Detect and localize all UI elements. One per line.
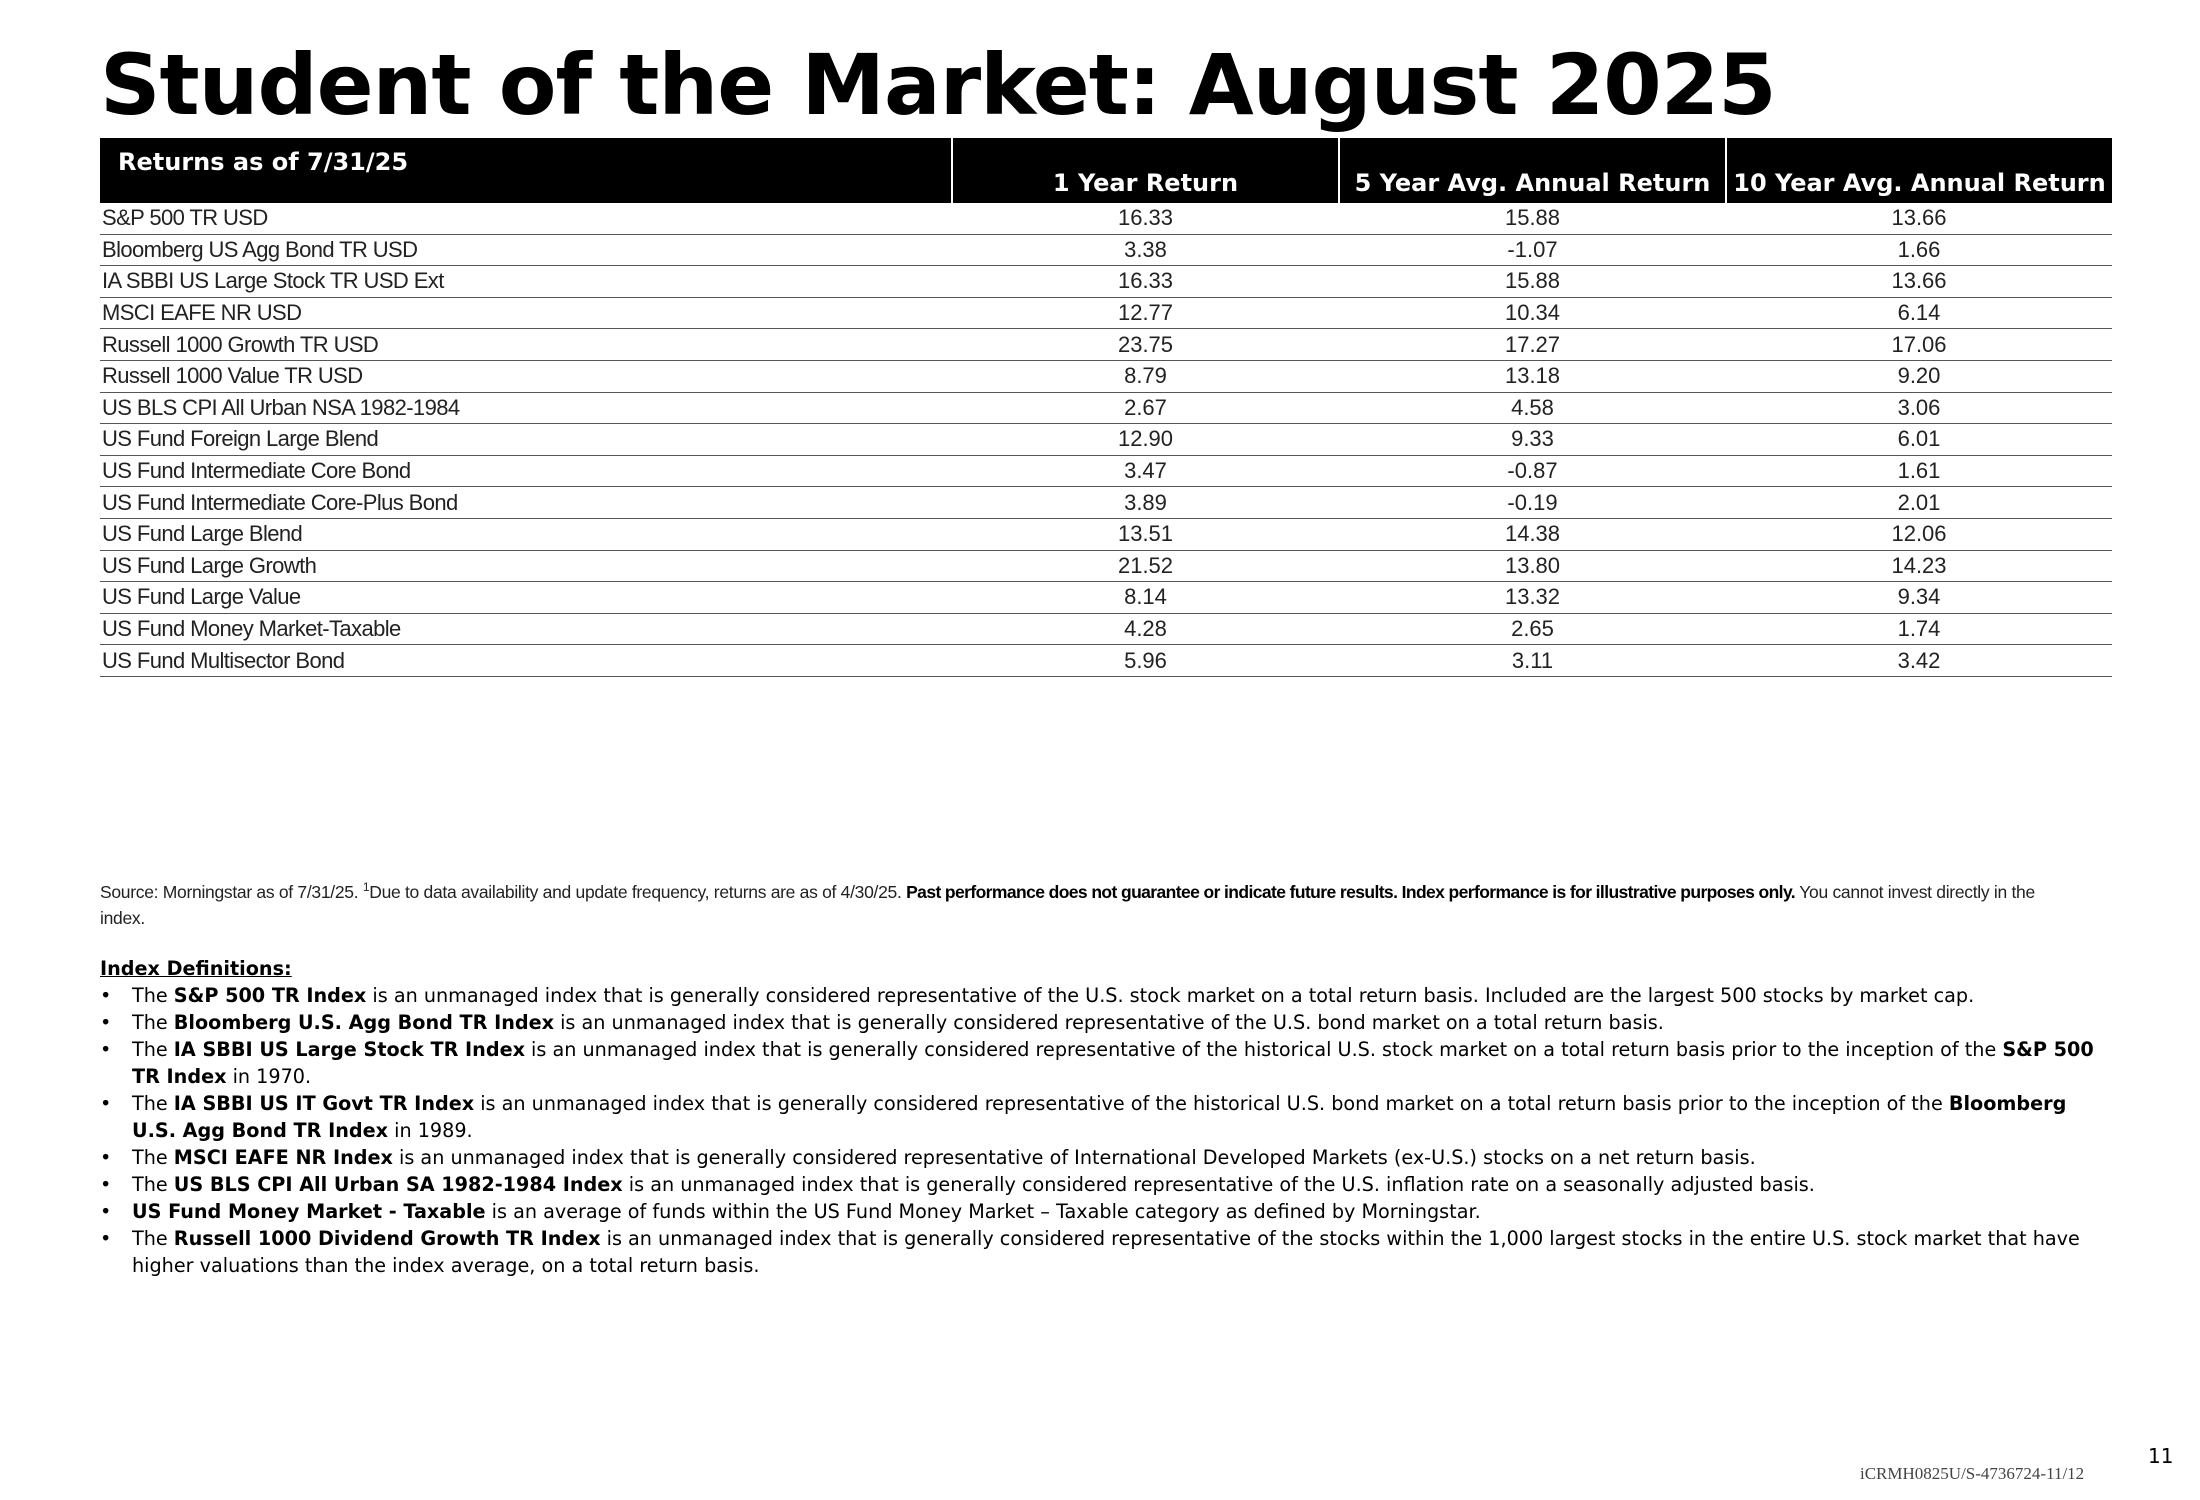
row-name: MSCI EAFE NR USD xyxy=(100,297,952,329)
definition-text: is an unmanaged index that is generally considered representative of the U.S. inflation rate on a seasonally adjusted basis. xyxy=(622,1173,1815,1196)
definition-text: The xyxy=(132,984,174,1007)
row-name: US Fund Foreign Large Blend xyxy=(100,424,952,456)
definition-item xyxy=(100,1009,2100,1036)
row-name: US Fund Intermediate Core Bond xyxy=(100,455,952,487)
index-name: US Fund Money Market - Taxable xyxy=(132,1200,486,1223)
row-name: US Fund Large Growth xyxy=(100,550,952,582)
row-5-year: 15.88 xyxy=(1339,203,1726,234)
row-name: S&P 500 TR USD xyxy=(100,203,952,234)
row-10-year: 1.66 xyxy=(1726,234,2112,266)
row-name: US Fund Intermediate Core-Plus Bond xyxy=(100,487,952,519)
row-5-year: 9.33 xyxy=(1339,424,1726,456)
row-1-year: 23.75 xyxy=(952,329,1339,361)
row-1-year: 13.51 xyxy=(952,518,1339,550)
table-row xyxy=(100,518,2112,550)
row-10-year: 13.66 xyxy=(1726,266,2112,298)
header-10-year-return: 10 Year Avg. Annual Return xyxy=(1726,138,2112,203)
bullet-icon: • xyxy=(100,1227,112,1250)
index-name: Russell 1000 Dividend Growth TR Index xyxy=(173,1227,601,1250)
header-returns-as-of: Returns as of 7/31/25 xyxy=(100,138,952,203)
row-1-year: 21.52 xyxy=(952,550,1339,582)
row-name: IA SBBI US Large Stock TR USD Ext xyxy=(100,266,952,298)
index-name: S&P 500 TR Index xyxy=(132,1038,2094,1088)
row-name: US Fund Multisector Bond xyxy=(100,645,952,677)
table-row xyxy=(100,360,2112,392)
row-5-year: 3.11 xyxy=(1339,645,1726,677)
index-name: S&P 500 TR Index xyxy=(173,984,367,1007)
row-10-year: 9.20 xyxy=(1726,360,2112,392)
definition-item xyxy=(100,1225,2100,1279)
row-5-year: -0.19 xyxy=(1339,487,1726,519)
table-row xyxy=(100,455,2112,487)
table-row xyxy=(100,329,2112,361)
definition-text: The xyxy=(132,1173,174,1196)
row-1-year: 3.89 xyxy=(952,487,1339,519)
row-name: Russell 1000 Value TR USD xyxy=(100,360,952,392)
definition-text: The xyxy=(132,1011,174,1034)
definition-text: is an average of funds within the US Fund Money Market – Taxable category as defined by Morningstar. xyxy=(485,1200,1481,1223)
index-name: US BLS CPI All Urban SA 1982-1984 Index xyxy=(173,1173,623,1196)
definition-text: is an unmanaged index that is generally considered representative of the stocks within the 1,000 largest stocks in the entire U.S. stock market that have higher valuations than the index average, on a total return basis. xyxy=(132,1227,2080,1277)
row-5-year: 13.32 xyxy=(1339,582,1726,614)
row-1-year: 4.28 xyxy=(952,613,1339,645)
table-row xyxy=(100,582,2112,614)
row-10-year: 13.66 xyxy=(1726,203,2112,234)
source-note xyxy=(100,874,2080,931)
returns-table xyxy=(100,138,2112,677)
returns-table-body xyxy=(100,203,2112,676)
definition-item xyxy=(100,1090,2100,1144)
row-1-year: 16.33 xyxy=(952,266,1339,298)
row-5-year: 4.58 xyxy=(1339,392,1726,424)
bullet-icon: • xyxy=(100,984,112,1007)
page-title: Student of the Market: August 2025 xyxy=(100,36,1776,134)
row-10-year: 3.06 xyxy=(1726,392,2112,424)
source-disclaimer: Past performance does not guarantee or indicate future results. Index performance is for illustrative purposes only. xyxy=(906,881,1796,902)
definition-text: is an unmanaged index that is generally considered representative of the historical U.S. bond market on a total return basis prior to the inception of the xyxy=(474,1092,1949,1115)
index-name: Bloomberg U.S. Agg Bond TR Index xyxy=(132,1092,2067,1142)
bullet-icon: • xyxy=(100,1146,112,1169)
row-10-year: 14.23 xyxy=(1726,550,2112,582)
definition-text: The xyxy=(132,1092,174,1115)
bullet-icon: • xyxy=(100,1011,112,1034)
row-10-year: 6.01 xyxy=(1726,424,2112,456)
table-row xyxy=(100,550,2112,582)
table-row xyxy=(100,487,2112,519)
row-5-year: 13.80 xyxy=(1339,550,1726,582)
table-row xyxy=(100,266,2112,298)
table-row xyxy=(100,424,2112,456)
table-row xyxy=(100,392,2112,424)
bullet-icon: • xyxy=(100,1200,112,1223)
row-5-year: -0.87 xyxy=(1339,455,1726,487)
table-row xyxy=(100,613,2112,645)
definition-text: is an unmanaged index that is generally considered representative of the U.S. bond market on a total return basis. xyxy=(554,1011,1664,1034)
row-5-year: 17.27 xyxy=(1339,329,1726,361)
row-name: US BLS CPI All Urban NSA 1982-1984 xyxy=(100,392,952,424)
document-code: iCRMH0825U/S-4736724-11/12 xyxy=(1860,1464,2085,1483)
index-name: IA SBBI US Large Stock TR Index xyxy=(173,1038,525,1061)
row-10-year: 9.34 xyxy=(1726,582,2112,614)
bullet-icon: • xyxy=(100,1092,112,1115)
table-row xyxy=(100,203,2112,234)
index-name: IA SBBI US IT Govt TR Index xyxy=(173,1092,475,1115)
row-1-year: 5.96 xyxy=(952,645,1339,677)
source-suffix: You cannot invest directly in the index. xyxy=(100,881,2035,928)
table-header-row xyxy=(100,138,2112,203)
definition-text: The xyxy=(132,1038,174,1061)
row-1-year: 16.33 xyxy=(952,203,1339,234)
row-5-year: 15.88 xyxy=(1339,266,1726,298)
row-name: US Fund Money Market-Taxable xyxy=(100,613,952,645)
index-definitions xyxy=(100,955,2100,1279)
row-10-year: 17.06 xyxy=(1726,329,2112,361)
row-1-year: 12.90 xyxy=(952,424,1339,456)
row-10-year: 12.06 xyxy=(1726,518,2112,550)
index-name: Bloomberg U.S. Agg Bond TR Index xyxy=(173,1011,554,1034)
definition-item xyxy=(100,982,2100,1009)
row-10-year: 1.74 xyxy=(1726,613,2112,645)
row-name: US Fund Large Blend xyxy=(100,518,952,550)
row-name: Russell 1000 Growth TR USD xyxy=(100,329,952,361)
page-number: 11 xyxy=(2148,1444,2174,1468)
bullet-icon: • xyxy=(100,1038,112,1061)
definition-text: is an unmanaged index that is generally considered representative of the U.S. stock market on a total return basis. Included are the largest 500 stocks by market cap. xyxy=(366,984,1975,1007)
definition-text: is an unmanaged index that is generally considered representative of International Developed Markets (ex-U.S.) stocks on a net return basis. xyxy=(392,1146,1756,1169)
row-5-year: -1.07 xyxy=(1339,234,1726,266)
definition-text: The xyxy=(132,1227,174,1250)
table-row xyxy=(100,297,2112,329)
row-10-year: 1.61 xyxy=(1726,455,2112,487)
row-5-year: 2.65 xyxy=(1339,613,1726,645)
row-10-year: 3.42 xyxy=(1726,645,2112,677)
row-1-year: 3.47 xyxy=(952,455,1339,487)
footnote-mark: 1 xyxy=(362,880,370,894)
row-10-year: 2.01 xyxy=(1726,487,2112,519)
definition-item xyxy=(100,1036,2100,1090)
source-availability: Due to data availability and update frequency, returns are as of 4/30/25. xyxy=(369,881,907,902)
row-1-year: 3.38 xyxy=(952,234,1339,266)
row-name: Bloomberg US Agg Bond TR USD xyxy=(100,234,952,266)
definition-text: The xyxy=(132,1146,174,1169)
definition-item xyxy=(100,1171,2100,1198)
row-1-year: 8.14 xyxy=(952,582,1339,614)
row-5-year: 13.18 xyxy=(1339,360,1726,392)
row-1-year: 12.77 xyxy=(952,297,1339,329)
bullet-icon: • xyxy=(100,1173,112,1196)
definition-item xyxy=(100,1198,2100,1225)
header-1-year-return: 1 Year Return xyxy=(952,138,1339,203)
table-row xyxy=(100,234,2112,266)
row-10-year: 6.14 xyxy=(1726,297,2112,329)
table-row xyxy=(100,645,2112,677)
row-name: US Fund Large Value xyxy=(100,582,952,614)
row-5-year: 14.38 xyxy=(1339,518,1726,550)
definitions-list xyxy=(100,982,2100,1279)
definitions-heading: Index Definitions: xyxy=(100,957,292,980)
header-5-year-return: 5 Year Avg. Annual Return xyxy=(1339,138,1726,203)
source-prefix: Source: Morningstar as of 7/31/25. xyxy=(100,881,363,902)
definition-item xyxy=(100,1144,2100,1171)
index-name: MSCI EAFE NR Index xyxy=(173,1146,393,1169)
row-1-year: 2.67 xyxy=(952,392,1339,424)
definition-text: is an unmanaged index that is generally considered representative of the historical U.S. stock market on a total return basis prior to the inception of the xyxy=(524,1038,2003,1061)
definition-text: in 1989. xyxy=(388,1119,473,1142)
row-5-year: 10.34 xyxy=(1339,297,1726,329)
definition-text: in 1970. xyxy=(226,1065,312,1088)
row-1-year: 8.79 xyxy=(952,360,1339,392)
